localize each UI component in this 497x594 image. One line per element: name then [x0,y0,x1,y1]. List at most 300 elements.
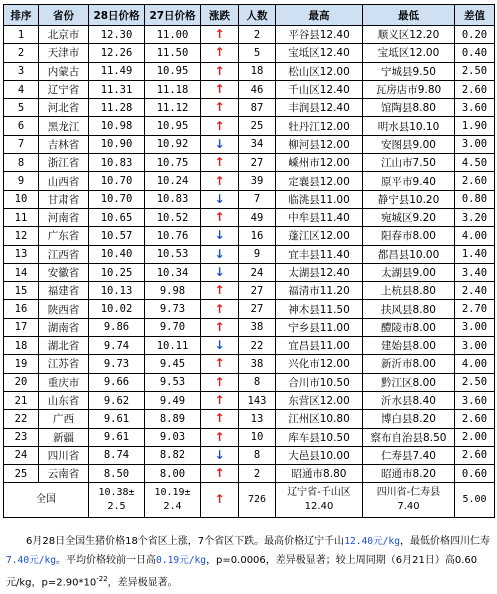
summary-difference: 5.00 [455,483,495,518]
highest-cell: 合川市10.50 [276,373,363,391]
trend-cell [201,208,239,226]
price-27-cell: 11.12 [145,99,201,117]
province-cell: 广东省 [39,227,89,245]
lowest-cell: 扶风县8.80 [363,300,455,318]
lowest-cell: 宝坻区12.00 [363,44,455,62]
note-highest-price: 12.40元/kg [344,536,400,547]
count-cell: 24 [239,263,276,281]
trend-cell [201,62,239,80]
price-27-cell: 9.49 [145,391,201,409]
lowest-cell: 察布自治县8.50 [363,428,455,446]
province-cell: 河南省 [39,208,89,226]
note-text-2: ，最低价格四川仁寿 [400,536,490,547]
difference-cell: 1.90 [455,117,495,135]
difference-cell: 3.20 [455,208,495,226]
difference-cell: 3.40 [455,263,495,281]
arrow-down-icon: ↓ [214,136,225,151]
price-27-cell: 9.45 [145,355,201,373]
difference-cell: 2.60 [455,410,495,428]
column-header-lowest: 最低 [363,5,455,26]
table-row [4,373,495,391]
table-row [4,355,495,373]
rank-cell: 14 [4,263,39,281]
lowest-cell: 黔江区8.00 [363,373,455,391]
price-27-cell: 8.82 [145,446,201,464]
count-cell: 22 [239,337,276,355]
count-cell: 27 [239,154,276,172]
count-cell: 27 [239,300,276,318]
lowest-cell: 建始县8.00 [363,337,455,355]
price-27-cell: 9.73 [145,300,201,318]
count-cell: 2 [239,465,276,483]
table-row [4,300,495,318]
price-27-cell: 10.83 [145,190,201,208]
province-cell: 山西省 [39,172,89,190]
highest-cell: 神木县11.50 [276,300,363,318]
rank-cell: 20 [4,373,39,391]
price-27-cell: 8.00 [145,465,201,483]
rank-cell: 3 [4,62,39,80]
lowest-cell: 宛城区9.20 [363,208,455,226]
price-27-cell: 10.75 [145,154,201,172]
trend-cell [201,154,239,172]
province-cell: 天津市 [39,44,89,62]
table-row [4,318,495,336]
lowest-cell: 沂水县8.40 [363,391,455,409]
arrow-up-icon: ↑ [214,301,225,316]
difference-cell: 4.00 [455,355,495,373]
count-cell: 27 [239,282,276,300]
arrow-up-icon: ↑ [214,27,225,42]
difference-cell: 3.60 [455,391,495,409]
rank-cell: 4 [4,80,39,98]
rank-cell: 7 [4,135,39,153]
arrow-up-icon: ↑ [214,356,225,371]
arrow-down-icon: ↓ [214,338,225,353]
difference-cell: 2.50 [455,62,495,80]
price-28-cell: 10.02 [89,300,145,318]
price-28-cell: 9.62 [89,391,145,409]
count-cell: 38 [239,355,276,373]
difference-cell: 1.40 [455,245,495,263]
arrow-up-icon: ↑ [214,466,225,481]
difference-cell: 2.60 [455,80,495,98]
arrow-up-icon: ↑ [214,374,225,389]
highest-cell: 太湖县12.40 [276,263,363,281]
column-header-difference: 差值 [455,5,495,26]
difference-cell: 0.20 [455,26,495,44]
trend-cell [201,300,239,318]
province-cell: 新疆 [39,428,89,446]
summary-label: 全国 [4,483,89,518]
rank-cell: 16 [4,300,39,318]
difference-cell: 3.60 [455,99,495,117]
price-27-cell: 11.50 [145,44,201,62]
price-28-cell: 10.70 [89,172,145,190]
province-cell: 湖北省 [39,337,89,355]
lowest-cell: 瓦房店市9.80 [363,80,455,98]
province-cell: 重庆市 [39,373,89,391]
arrow-up-icon: ↑ [214,393,225,408]
lowest-cell: 新沂市8.00 [363,355,455,373]
note-text-1: 6月28日全国生猪价格18个省区上涨，7个省区下跌。最高价格辽宁千山 [26,536,345,547]
rank-cell: 17 [4,318,39,336]
highest-cell: 兴化市12.00 [276,355,363,373]
count-cell: 39 [239,172,276,190]
price-27-cell: 10.52 [145,208,201,226]
arrow-up-icon: ↑ [214,491,225,506]
trend-cell [201,190,239,208]
table-row [4,282,495,300]
note-text-4: ，p=0.0006，差异极显著；较上周同期（6月21日）高0.60元/kg，p=2.90*10 [6,554,478,589]
count-cell: 7 [239,190,276,208]
lowest-cell: 仁寿县7.40 [363,446,455,464]
highest-cell: 福清市11.20 [276,282,363,300]
price-28-cell: 10.98 [89,117,145,135]
arrow-up-icon: ↑ [214,429,225,444]
province-cell: 北京市 [39,26,89,44]
column-header-province: 省份 [39,5,89,26]
price-table [3,4,495,518]
price-28-cell: 9.74 [89,337,145,355]
rank-cell: 21 [4,391,39,409]
table-row [4,391,495,409]
column-header-rank: 排序 [4,5,39,26]
arrow-down-icon: ↓ [214,265,225,279]
count-cell: 87 [239,99,276,117]
rank-cell: 10 [4,190,39,208]
summary-note [6,533,493,593]
table-row [4,227,495,245]
difference-cell: 2.60 [455,446,495,464]
difference-cell: 3.00 [455,318,495,336]
table-row [4,263,495,281]
lowest-cell: 江山市7.50 [363,154,455,172]
count-cell: 38 [239,318,276,336]
trend-cell [201,465,239,483]
lowest-cell: 阳春市8.00 [363,227,455,245]
highest-cell: 昭通市8.80 [276,465,363,483]
rank-cell: 1 [4,26,39,44]
price-28-cell: 11.31 [89,80,145,98]
difference-cell: 3.00 [455,135,495,153]
price-27-cell: 10.95 [145,62,201,80]
rank-cell: 11 [4,208,39,226]
table-row [4,135,495,153]
highest-cell: 临洮县11.00 [276,190,363,208]
rank-cell: 22 [4,410,39,428]
price-28-cell: 9.61 [89,410,145,428]
trend-cell [201,135,239,153]
trend-cell [201,117,239,135]
lowest-cell: 宁城县9.50 [363,62,455,80]
count-cell: 8 [239,446,276,464]
price-27-cell: 11.00 [145,26,201,44]
trend-cell [201,26,239,44]
province-cell: 福建省 [39,282,89,300]
province-cell: 陕西省 [39,300,89,318]
count-cell: 25 [239,117,276,135]
province-cell: 广西 [39,410,89,428]
arrow-up-icon: ↑ [214,155,225,170]
difference-cell: 0.60 [455,465,495,483]
lowest-cell: 静宁县10.20 [363,190,455,208]
difference-cell: 0.40 [455,44,495,62]
note-avg-change: 0.19元/kg [156,554,207,566]
table-row [4,208,495,226]
column-header-price-28: 28日价格 [89,5,145,26]
arrow-down-icon: ↓ [214,191,225,206]
summary-price-27: 10.19± 2.4 [145,483,201,518]
difference-cell: 4.50 [455,154,495,172]
lowest-cell: 顺义区12.20 [363,26,455,44]
province-cell: 内蒙古 [39,62,89,80]
rank-cell: 24 [4,446,39,464]
highest-cell: 千山区12.40 [276,80,363,98]
lowest-cell: 博白县8.20 [363,410,455,428]
province-cell: 河北省 [39,99,89,117]
highest-cell: 宜昌县11.00 [276,337,363,355]
price-28-cell: 10.70 [89,190,145,208]
arrow-up-icon: ↑ [214,45,225,60]
lowest-cell: 安图县9.00 [363,135,455,153]
highest-cell: 宝坻区12.40 [276,44,363,62]
rank-cell: 9 [4,172,39,190]
lowest-cell: 原平市9.40 [363,172,455,190]
difference-cell: 0.80 [455,190,495,208]
arrow-down-icon: ↓ [214,228,225,243]
column-header-price-27: 27日价格 [145,5,201,26]
lowest-cell: 馆陶县8.80 [363,99,455,117]
summary-lowest: 四川省-仁寿县 7.40 [363,483,455,518]
table-row [4,154,495,172]
rank-cell: 5 [4,99,39,117]
difference-cell: 4.00 [455,227,495,245]
count-cell: 9 [239,245,276,263]
note-text-5: ，差异极显著。 [107,577,178,589]
note-exponent: -22 [96,575,108,583]
highest-cell: 松山区12.00 [276,62,363,80]
lowest-cell: 醴陵市8.00 [363,318,455,336]
summary-trend [201,483,239,518]
rank-cell: 18 [4,337,39,355]
trend-cell [201,373,239,391]
price-28-cell: 9.86 [89,318,145,336]
rank-cell: 15 [4,282,39,300]
arrow-down-icon: ↓ [214,246,225,261]
table-row [4,446,495,464]
note-text-3: 。平均价格较前一日高 [56,554,157,566]
price-27-cell: 10.95 [145,117,201,135]
highest-cell: 中牟县11.40 [276,208,363,226]
lowest-cell: 上杭县8.80 [363,282,455,300]
lowest-cell: 太湖县9.00 [363,263,455,281]
difference-cell: 2.50 [455,373,495,391]
province-cell: 黑龙江 [39,117,89,135]
table-row [4,99,495,117]
table-row [4,44,495,62]
price-28-cell: 11.49 [89,62,145,80]
rank-cell: 13 [4,245,39,263]
difference-cell: 2.70 [455,300,495,318]
highest-cell: 蓬江区12.00 [276,227,363,245]
province-cell: 辽宁省 [39,80,89,98]
highest-cell: 平谷县12.40 [276,26,363,44]
arrow-up-icon: ↑ [214,411,225,426]
province-cell: 云南省 [39,465,89,483]
column-header-highest: 最高 [276,5,363,26]
table-row [4,117,495,135]
count-cell: 8 [239,373,276,391]
province-cell: 湖南省 [39,318,89,336]
count-cell: 5 [239,44,276,62]
count-cell: 46 [239,80,276,98]
trend-cell [201,80,239,98]
highest-cell: 库车县10.50 [276,428,363,446]
table-row [4,245,495,263]
rank-cell: 12 [4,227,39,245]
trend-cell [201,227,239,245]
note-lowest-price: 7.40元/kg [6,554,57,566]
arrow-up-icon: ↑ [214,63,225,78]
summary-highest: 辽宁省-千山区 12.40 [276,483,363,518]
table-row [4,62,495,80]
rank-cell: 23 [4,428,39,446]
highest-cell: 定襄县12.00 [276,172,363,190]
trend-cell [201,44,239,62]
price-27-cell: 10.24 [145,172,201,190]
rank-cell: 25 [4,465,39,483]
price-28-cell: 10.90 [89,135,145,153]
count-cell: 2 [239,26,276,44]
table-row [4,428,495,446]
trend-cell [201,282,239,300]
summary-count: 726 [239,483,276,518]
price-27-cell: 10.76 [145,227,201,245]
price-28-cell: 10.40 [89,245,145,263]
price-27-cell: 9.03 [145,428,201,446]
highest-cell: 宜丰县11.40 [276,245,363,263]
price-27-cell: 10.11 [145,337,201,355]
trend-cell [201,428,239,446]
difference-cell: 2.40 [455,282,495,300]
price-27-cell: 10.53 [145,245,201,263]
price-28-cell: 10.13 [89,282,145,300]
highest-cell: 嵊州市12.00 [276,154,363,172]
rank-cell: 6 [4,117,39,135]
count-cell: 34 [239,135,276,153]
trend-cell [201,245,239,263]
summary-price-28: 10.38± 2.5 [89,483,145,518]
count-cell: 143 [239,391,276,409]
arrow-down-icon: ↓ [214,447,225,462]
rank-cell: 8 [4,154,39,172]
price-28-cell: 9.66 [89,373,145,391]
table-row [4,337,495,355]
price-28-cell: 8.50 [89,465,145,483]
province-cell: 甘肃省 [39,190,89,208]
trend-cell [201,263,239,281]
column-header-count: 人数 [239,5,276,26]
trend-cell [201,391,239,409]
table-row [4,26,495,44]
lowest-cell: 明水县10.10 [363,117,455,135]
province-cell: 山东省 [39,391,89,409]
price-27-cell: 9.70 [145,318,201,336]
price-28-cell: 8.74 [89,446,145,464]
count-cell: 10 [239,428,276,446]
price-27-cell: 9.98 [145,282,201,300]
province-cell: 安徽省 [39,263,89,281]
highest-cell: 牡丹江12.00 [276,117,363,135]
price-28-cell: 11.28 [89,99,145,117]
arrow-up-icon: ↑ [214,173,225,188]
price-27-cell: 9.53 [145,373,201,391]
header-row [4,5,495,26]
column-header-trend: 涨跌 [201,5,239,26]
trend-cell [201,446,239,464]
highest-cell: 柳河县12.00 [276,135,363,153]
province-cell: 浙江省 [39,154,89,172]
arrow-up-icon: ↑ [214,118,225,133]
summary-row [4,483,495,518]
table-row [4,190,495,208]
rank-cell: 19 [4,355,39,373]
arrow-up-icon: ↑ [214,210,225,225]
lowest-cell: 昭通市8.20 [363,465,455,483]
arrow-up-icon: ↑ [214,82,225,97]
trend-cell [201,337,239,355]
price-27-cell: 10.92 [145,135,201,153]
price-28-cell: 10.25 [89,263,145,281]
count-cell: 18 [239,62,276,80]
count-cell: 13 [239,410,276,428]
difference-cell: 2.00 [455,428,495,446]
province-cell: 吉林省 [39,135,89,153]
count-cell: 16 [239,227,276,245]
highest-cell: 大邑县10.00 [276,446,363,464]
lowest-cell: 都昌县10.00 [363,245,455,263]
rank-cell: 2 [4,44,39,62]
table-row [4,465,495,483]
price-28-cell: 10.83 [89,154,145,172]
arrow-up-icon: ↑ [214,319,225,334]
table-row [4,410,495,428]
trend-cell [201,318,239,336]
trend-cell [201,355,239,373]
arrow-up-icon: ↑ [214,100,225,115]
price-28-cell: 12.26 [89,44,145,62]
difference-cell: 2.60 [455,172,495,190]
highest-cell: 丰润县12.40 [276,99,363,117]
trend-cell [201,99,239,117]
trend-cell [201,172,239,190]
price-27-cell: 8.89 [145,410,201,428]
arrow-up-icon: ↑ [214,283,225,298]
price-28-cell: 10.57 [89,227,145,245]
province-cell: 江苏省 [39,355,89,373]
province-cell: 江西省 [39,245,89,263]
highest-cell: 江州区10.80 [276,410,363,428]
difference-cell: 3.00 [455,337,495,355]
trend-cell [201,410,239,428]
table-row [4,172,495,190]
price-28-cell: 9.73 [89,355,145,373]
province-cell: 四川省 [39,446,89,464]
count-cell: 49 [239,208,276,226]
price-28-cell: 12.30 [89,26,145,44]
price-28-cell: 10.65 [89,208,145,226]
